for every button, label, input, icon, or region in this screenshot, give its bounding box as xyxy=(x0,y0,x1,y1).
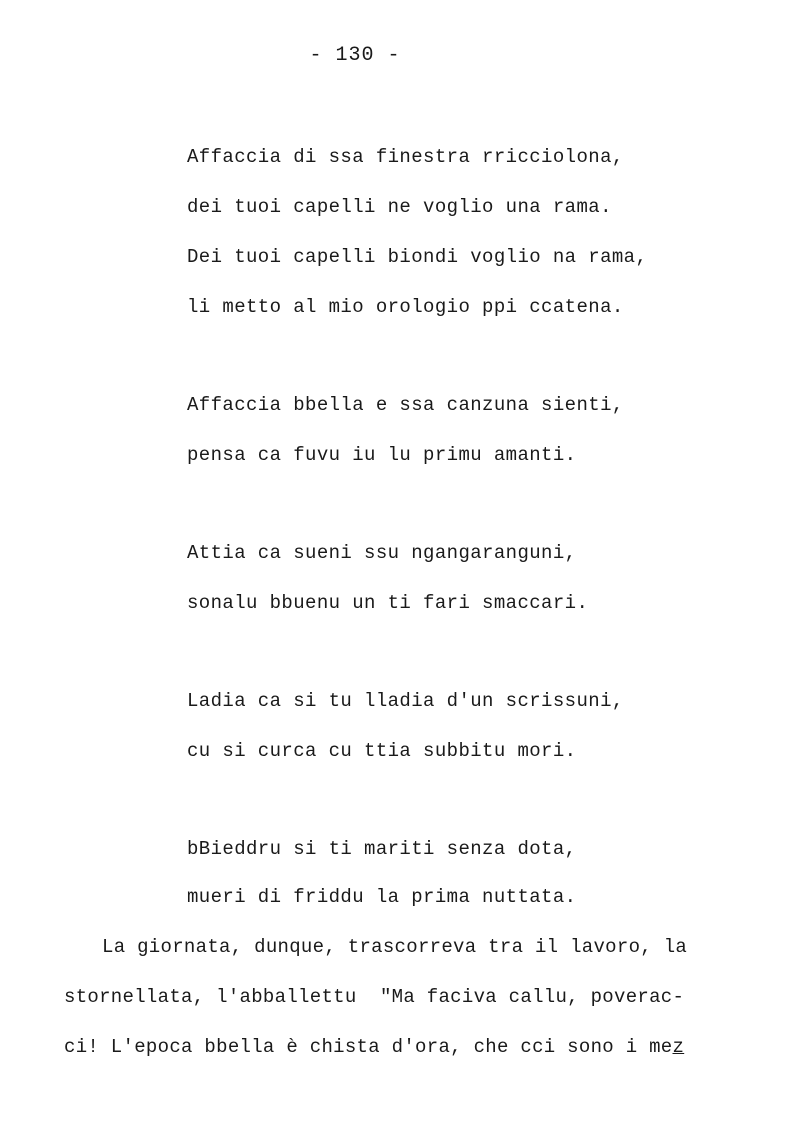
prose-line: La giornata, dunque, trascorreva tra il lavoro, la xyxy=(102,936,688,958)
prose-text: ci! L'epoca bbella è chista d'ora, che cci sono i me xyxy=(64,1036,673,1058)
verse-line: Affaccia di ssa finestra rricciolona, xyxy=(187,146,624,168)
verse-line: mueri di friddu la prima nuttata. xyxy=(187,886,577,908)
verse-line: Attia ca sueni ssu ngangaranguni, xyxy=(187,542,577,564)
underlined-letter: z xyxy=(672,1036,685,1058)
verse-line: Dei tuoi capelli biondi voglio na rama, xyxy=(187,246,648,268)
verse-line: Ladia ca si tu lladia d'un scrissuni, xyxy=(187,690,624,712)
verse-line: dei tuoi capelli ne voglio una rama. xyxy=(187,196,612,218)
verse-line: li metto al mio orologio ppi ccatena. xyxy=(187,296,624,318)
verse-line: cu si curca cu ttia subbitu mori. xyxy=(187,740,577,762)
verse-line: Affaccia bbella e ssa canzuna sienti, xyxy=(187,394,624,416)
prose-line xyxy=(64,1036,734,1058)
verse-line: pensa ca fuvu iu lu primu amanti. xyxy=(187,444,577,466)
prose-line: stornellata, l'abballettu "Ma faciva callu, poverac- xyxy=(64,986,685,1008)
page-number: - 130 - xyxy=(309,44,401,67)
verse-line: bBieddru si ti mariti senza dota, xyxy=(187,838,577,860)
verse-line: sonalu bbuenu un ti fari smaccari. xyxy=(187,592,589,614)
